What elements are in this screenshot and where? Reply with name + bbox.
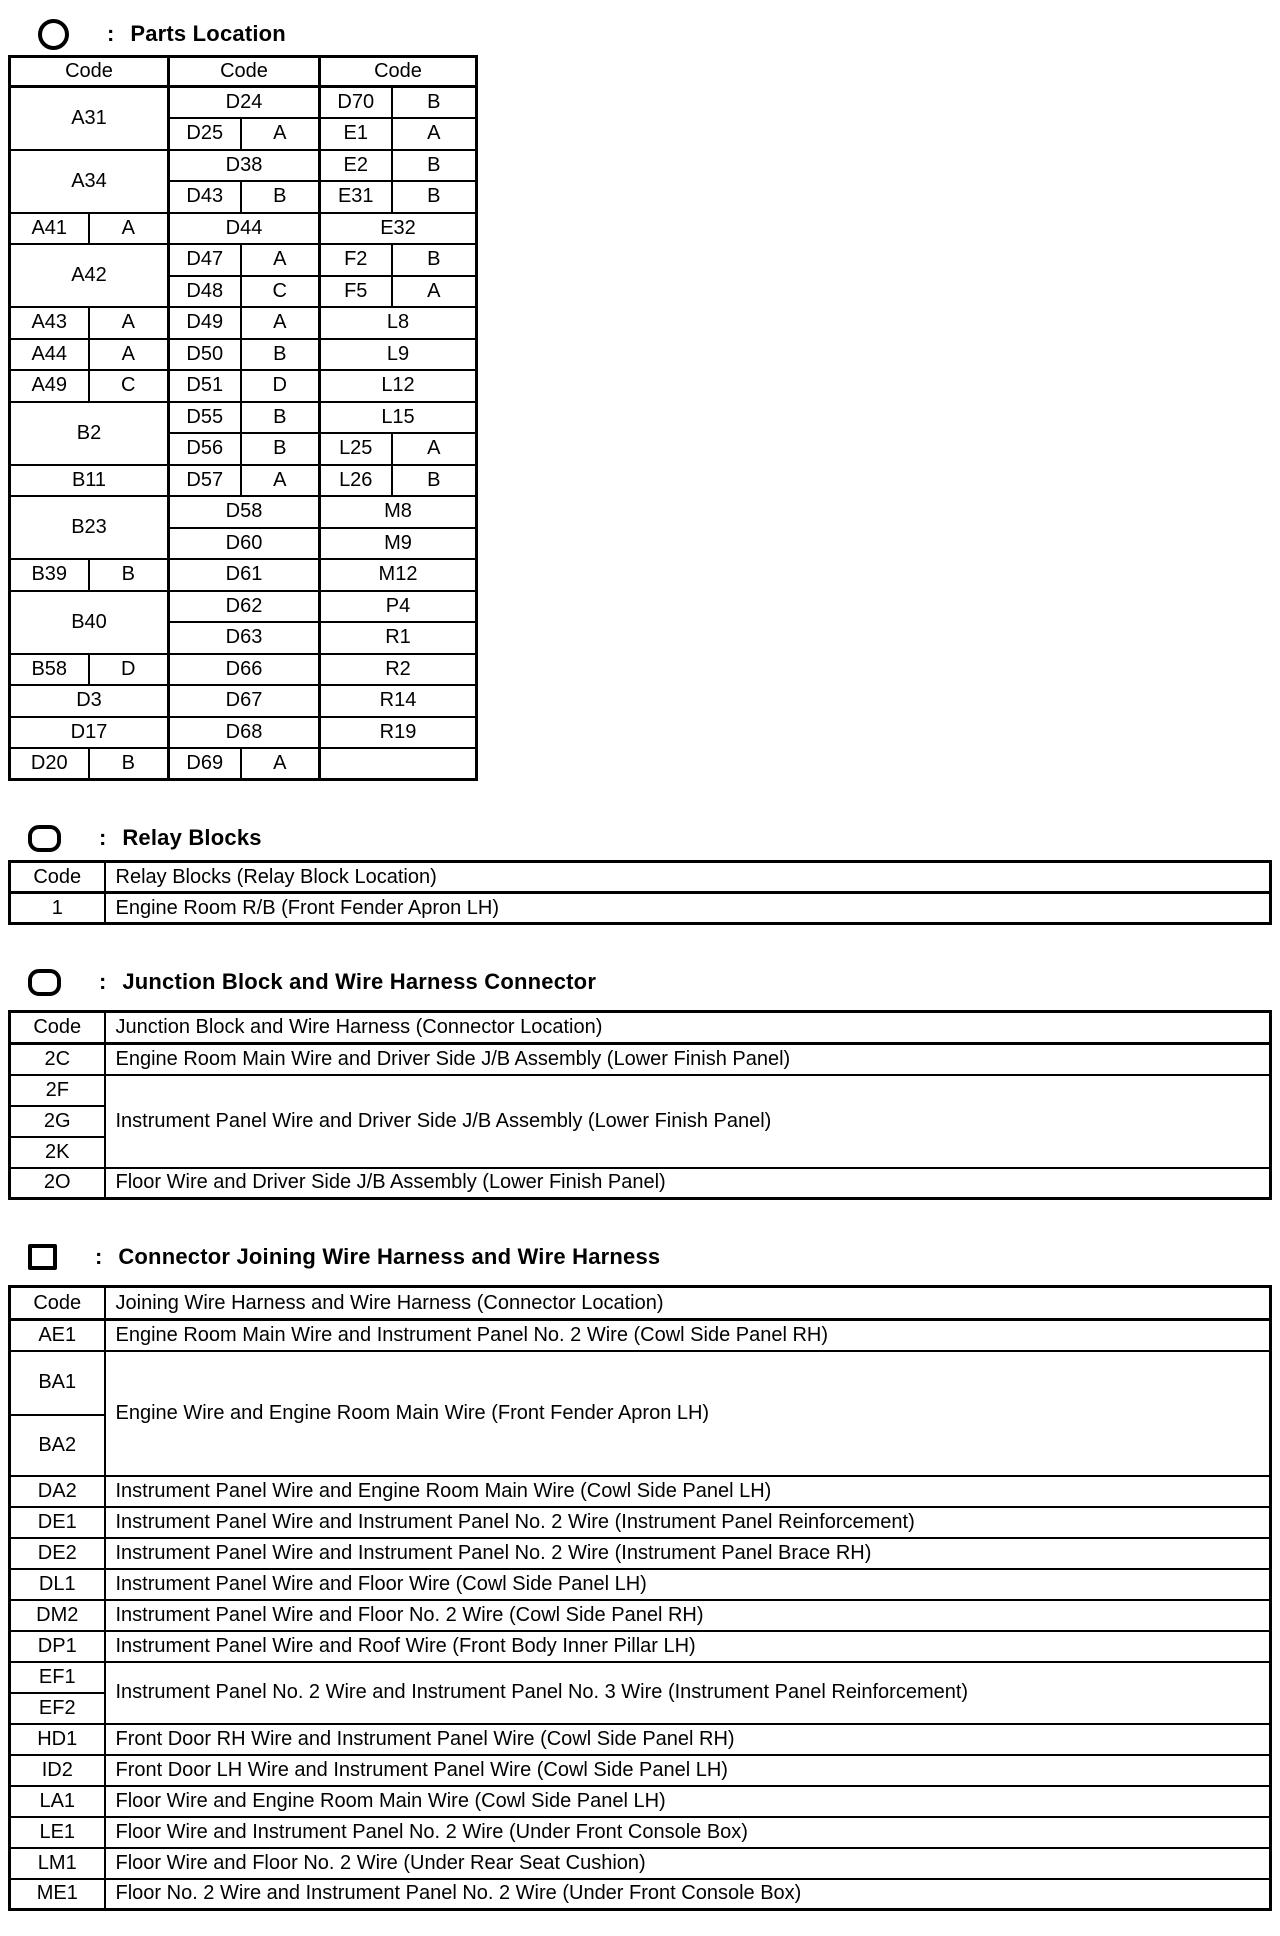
code-cell: A [241,244,320,276]
code-cell: B11 [10,465,169,497]
code-cell: DP1 [10,1631,105,1662]
code-cell: B [89,748,169,780]
code-cell: C [89,370,169,402]
code-cell: D25 [169,118,241,150]
code-cell: EF2 [10,1693,105,1724]
code-cell: D44 [169,213,320,245]
code-cell: R1 [320,622,477,654]
code-cell: LE1 [10,1817,105,1848]
code-cell: D66 [169,654,320,686]
code-cell: R14 [320,685,477,717]
code-cell: A31 [10,87,169,150]
description-cell: Instrument Panel Wire and Driver Side J/B Assembly (Lower Finish Panel) [105,1075,1271,1168]
column-header: Joining Wire Harness and Wire Harness (Connector Location) [105,1287,1271,1320]
square-icon [28,1244,57,1270]
colon-separator: : [107,21,115,46]
code-cell: D20 [10,748,89,780]
code-cell: A [89,339,169,371]
code-cell: B [89,559,169,591]
code-cell: E31 [320,181,392,213]
code-cell: F5 [320,276,392,308]
code-cell: D56 [169,433,241,465]
colon-separator: : [99,825,107,850]
code-cell: 2G [10,1106,105,1137]
connector-joining-table [8,1285,1272,1911]
code-cell: D3 [10,685,169,717]
section-heading-relay-blocks [28,822,262,854]
code-cell: D60 [169,528,320,560]
code-cell: DA2 [10,1476,105,1507]
code-cell: B [392,150,477,182]
code-cell: B [392,87,477,119]
code-cell: E2 [320,150,392,182]
description-cell: Engine Room R/B (Front Fender Apron LH) [105,893,1271,924]
code-cell: L25 [320,433,392,465]
description-cell: Front Door LH Wire and Instrument Panel Wire (Cowl Side Panel LH) [105,1755,1271,1786]
code-cell: LM1 [10,1848,105,1879]
code-cell: L12 [320,370,477,402]
description-cell: Floor Wire and Instrument Panel No. 2 Wire (Under Front Console Box) [105,1817,1271,1848]
code-cell: A [241,118,320,150]
code-cell: P4 [320,591,477,623]
code-cell: R19 [320,717,477,749]
section-heading-parts-location [38,18,286,50]
code-cell: D50 [169,339,241,371]
code-cell: D24 [169,87,320,119]
description-cell: Floor No. 2 Wire and Instrument Panel No. 2 Wire (Under Front Console Box) [105,1879,1271,1910]
code-cell: ID2 [10,1755,105,1786]
code-cell: D58 [169,496,320,528]
description-cell: Instrument Panel Wire and Engine Room Main Wire (Cowl Side Panel LH) [105,1476,1271,1507]
code-cell: M8 [320,496,477,528]
code-cell: A [392,276,477,308]
code-cell: LA1 [10,1786,105,1817]
code-cell: L8 [320,307,477,339]
code-cell: A42 [10,244,169,307]
code-cell: 2K [10,1137,105,1168]
code-cell: A [89,307,169,339]
code-cell: B [241,181,320,213]
description-cell: Floor Wire and Driver Side J/B Assembly (Lower Finish Panel) [105,1168,1271,1199]
code-cell: L15 [320,402,477,434]
code-cell: A [241,465,320,497]
column-header: Code [169,57,320,87]
description-cell: Instrument Panel Wire and Floor No. 2 Wire (Cowl Side Panel RH) [105,1600,1271,1631]
code-cell: D [241,370,320,402]
section-title-junction-block: Junction Block and Wire Harness Connector [122,969,597,994]
code-cell: M9 [320,528,477,560]
code-cell: E1 [320,118,392,150]
column-header: Code [10,57,169,87]
parts-location-table [8,55,478,781]
description-cell: Floor Wire and Floor No. 2 Wire (Under Rear Seat Cushion) [105,1848,1271,1879]
code-cell: A41 [10,213,89,245]
code-cell: A49 [10,370,89,402]
code-cell: D57 [169,465,241,497]
colon-separator: : [95,1244,103,1269]
code-cell: D38 [169,150,320,182]
code-cell: D51 [169,370,241,402]
code-cell: B [241,402,320,434]
section-heading-connector-joining [28,1241,660,1273]
relay-blocks-table [8,860,1272,925]
code-cell: L9 [320,339,477,371]
code-cell: D48 [169,276,241,308]
code-cell: D62 [169,591,320,623]
code-cell: BA1 [10,1351,105,1415]
code-cell: 1 [10,893,105,924]
code-cell: D17 [10,717,169,749]
code-cell: A [241,748,320,780]
column-header: Code [10,1287,105,1320]
code-cell: A34 [10,150,169,213]
rounded-rect-icon [28,825,61,852]
column-header: Code [10,862,105,893]
code-cell: B [241,339,320,371]
code-cell: A [392,118,477,150]
description-cell: Instrument Panel Wire and Roof Wire (Front Body Inner Pillar LH) [105,1631,1271,1662]
code-cell: BA2 [10,1415,105,1476]
code-cell: B [392,465,477,497]
code-cell: D49 [169,307,241,339]
code-cell: B23 [10,496,169,559]
code-cell: D70 [320,87,392,119]
column-header: Relay Blocks (Relay Block Location) [105,862,1271,893]
description-cell: Floor Wire and Engine Room Main Wire (Cowl Side Panel LH) [105,1786,1271,1817]
code-cell: E32 [320,213,477,245]
code-cell: D63 [169,622,320,654]
code-cell: DE2 [10,1538,105,1569]
colon-separator: : [99,969,107,994]
code-cell: 2O [10,1168,105,1199]
code-cell: 2F [10,1075,105,1106]
code-cell: DM2 [10,1600,105,1631]
code-cell: DL1 [10,1569,105,1600]
code-cell: B58 [10,654,89,686]
code-cell: B [392,181,477,213]
code-cell: B39 [10,559,89,591]
code-cell: L26 [320,465,392,497]
code-cell: D67 [169,685,320,717]
code-cell: A44 [10,339,89,371]
section-title-parts-location: Parts Location [130,21,286,46]
description-cell: Engine Wire and Engine Room Main Wire (Front Fender Apron LH) [105,1351,1271,1476]
code-cell: ME1 [10,1879,105,1910]
code-cell: M12 [320,559,477,591]
column-header: Code [320,57,477,87]
code-cell: A [392,433,477,465]
description-cell: Front Door RH Wire and Instrument Panel Wire (Cowl Side Panel RH) [105,1724,1271,1755]
description-cell: Instrument Panel No. 2 Wire and Instrument Panel No. 3 Wire (Instrument Panel Reinforcement) [105,1662,1271,1724]
code-cell: D43 [169,181,241,213]
code-cell: A [89,213,169,245]
description-cell: Instrument Panel Wire and Instrument Panel No. 2 Wire (Instrument Panel Reinforcement) [105,1507,1271,1538]
code-cell: F2 [320,244,392,276]
code-cell: R2 [320,654,477,686]
code-cell: C [241,276,320,308]
rounded-rect-icon [28,969,61,996]
section-title-relay-blocks: Relay Blocks [122,825,262,850]
code-cell: 2C [10,1044,105,1075]
column-header: Junction Block and Wire Harness (Connector Location) [105,1012,1271,1044]
code-cell: A [241,307,320,339]
section-heading-junction-block [28,966,596,998]
code-cell: D47 [169,244,241,276]
column-header: Code [10,1012,105,1044]
empty-cell [320,748,477,780]
circle-icon [38,19,69,50]
code-cell: D68 [169,717,320,749]
code-cell: B2 [10,402,169,465]
code-cell: B [392,244,477,276]
code-cell: B40 [10,591,169,654]
section-title-connector-joining: Connector Joining Wire Harness and Wire Harness [118,1244,661,1269]
code-cell: B [241,433,320,465]
code-cell: D55 [169,402,241,434]
code-cell: D [89,654,169,686]
code-cell: AE1 [10,1320,105,1351]
description-cell: Instrument Panel Wire and Floor Wire (Cowl Side Panel LH) [105,1569,1271,1600]
junction-block-table [8,1010,1272,1200]
code-cell: A43 [10,307,89,339]
description-cell: Engine Room Main Wire and Instrument Panel No. 2 Wire (Cowl Side Panel RH) [105,1320,1271,1351]
description-cell: Instrument Panel Wire and Instrument Panel No. 2 Wire (Instrument Panel Brace RH) [105,1538,1271,1569]
code-cell: D61 [169,559,320,591]
code-cell: D69 [169,748,241,780]
code-cell: EF1 [10,1662,105,1693]
code-cell: HD1 [10,1724,105,1755]
code-cell: DE1 [10,1507,105,1538]
description-cell: Engine Room Main Wire and Driver Side J/B Assembly (Lower Finish Panel) [105,1044,1271,1075]
